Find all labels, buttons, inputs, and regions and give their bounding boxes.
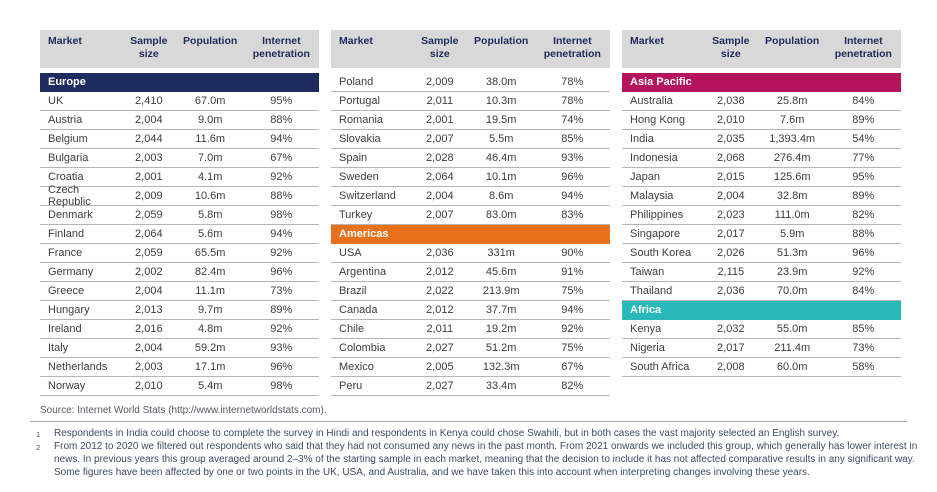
internet-penetration-cell: 95%	[852, 171, 875, 183]
population-cell: 32.8m	[776, 190, 808, 202]
table-row	[40, 320, 319, 339]
population-cell: 9.0m	[197, 114, 223, 126]
population-cell: 60.0m	[776, 361, 808, 373]
table-body	[331, 73, 610, 396]
market-cell: Chile	[339, 323, 365, 335]
population-cell: 1,393.4m	[769, 133, 816, 145]
sample-size-cell: 2,004	[426, 190, 454, 202]
sample-size-cell: 2,028	[426, 152, 454, 164]
internet-penetration-cell: 88%	[852, 228, 875, 240]
internet-penetration-cell: 88%	[270, 190, 293, 202]
population-cell: 65.5m	[194, 247, 226, 259]
population-cell: 8.6m	[488, 190, 514, 202]
column-header-market: Market	[630, 35, 664, 47]
column-header-internet: Internet penetration	[543, 35, 601, 60]
market-cell: UK	[48, 95, 64, 107]
source-line: Source: Internet World Stats (http://www.internetworldstats.com).	[40, 405, 327, 416]
sample-size-cell: 2,032	[717, 323, 745, 335]
market-cell: Netherlands	[48, 361, 108, 373]
market-cell: Greece	[48, 285, 85, 297]
market-cell: Spain	[339, 152, 368, 164]
internet-penetration-cell: 78%	[561, 95, 584, 107]
sample-size-cell: 2,022	[426, 285, 454, 297]
column-header-sample: Sample size	[421, 35, 459, 60]
internet-penetration-cell: 84%	[852, 285, 875, 297]
sample-size-cell: 2,011	[426, 95, 454, 107]
internet-penetration-cell: 96%	[270, 266, 293, 278]
market-cell: Mexico	[339, 361, 374, 373]
table-row	[40, 358, 319, 377]
market-cell: South Africa	[630, 361, 690, 373]
internet-penetration-cell: 88%	[270, 114, 293, 126]
table-row	[331, 339, 610, 358]
table-row	[331, 263, 610, 282]
population-cell: 132.3m	[482, 361, 520, 373]
population-cell: 5.8m	[197, 209, 223, 221]
market-cell: Argentina	[339, 266, 387, 278]
table-row	[331, 206, 610, 225]
sample-size-cell: 2,003	[135, 152, 163, 164]
table-row	[622, 130, 901, 149]
sample-size-cell: 2,004	[135, 342, 163, 354]
sample-size-cell: 2,017	[717, 228, 745, 240]
internet-penetration-cell: 94%	[270, 133, 293, 145]
market-cell: Turkey	[339, 209, 373, 221]
population-cell: 125.6m	[773, 171, 811, 183]
sample-size-cell: 2,027	[426, 342, 454, 354]
table-row	[331, 73, 610, 92]
internet-penetration-cell: 82%	[561, 380, 584, 392]
table-header-row	[622, 30, 901, 68]
internet-penetration-cell: 96%	[270, 361, 293, 373]
market-cell: Canada	[339, 304, 378, 316]
population-cell: 5.4m	[197, 380, 223, 392]
sample-size-cell: 2,001	[135, 171, 163, 183]
column-header-internet: Internet penetration	[252, 35, 310, 60]
internet-penetration-cell: 93%	[270, 342, 293, 354]
table-row	[40, 149, 319, 168]
population-cell: 51.2m	[485, 342, 517, 354]
population-cell: 7.0m	[197, 152, 223, 164]
sample-size-cell: 2,005	[426, 361, 454, 373]
table-row	[622, 187, 901, 206]
market-cell: Malaysia	[630, 190, 674, 202]
table-row	[40, 225, 319, 244]
sample-size-cell: 2,115	[717, 266, 745, 278]
table-row	[331, 187, 610, 206]
table-header-row	[331, 30, 610, 68]
market-cell: Peru	[339, 380, 363, 392]
table-row	[622, 206, 901, 225]
sample-size-cell: 2,044	[135, 133, 163, 145]
internet-penetration-cell: 93%	[561, 152, 584, 164]
column-header-population: Population	[765, 35, 820, 47]
internet-penetration-cell: 75%	[561, 285, 584, 297]
internet-penetration-cell: 95%	[270, 95, 293, 107]
population-cell: 23.9m	[776, 266, 808, 278]
internet-penetration-cell: 85%	[852, 323, 875, 335]
internet-penetration-cell: 54%	[852, 133, 875, 145]
section-band-asia_pacific: Asia Pacific	[622, 73, 901, 92]
sample-size-cell: 2,002	[135, 266, 163, 278]
sample-size-cell: 2,035	[717, 133, 745, 145]
sample-size-cell: 2,001	[426, 114, 454, 126]
internet-penetration-cell: 94%	[561, 304, 584, 316]
table-row	[331, 168, 610, 187]
footnote-text: Respondents in India could choose to complete the survey in Hindi and respondents in Kenya could chose Swahili, but in both cases the vast majority selected an English survey.	[54, 428, 840, 439]
table-row	[331, 130, 610, 149]
internet-penetration-cell: 73%	[852, 342, 875, 354]
market-cell: Denmark	[48, 209, 93, 221]
sample-size-cell: 2,010	[135, 380, 163, 392]
internet-penetration-cell: 75%	[561, 342, 584, 354]
market-cell: Hungary	[48, 304, 90, 316]
market-cell: Sweden	[339, 171, 379, 183]
market-cell: Slovakia	[339, 133, 381, 145]
table-row	[40, 111, 319, 130]
market-table-3	[622, 30, 901, 396]
market-cell: Kenya	[630, 323, 662, 335]
population-cell: 11.6m	[195, 133, 226, 145]
sample-size-cell: 2,004	[717, 190, 745, 202]
population-cell: 46.4m	[485, 152, 517, 164]
population-cell: 331m	[487, 247, 515, 259]
sample-size-cell: 2,013	[135, 304, 163, 316]
column-header-market: Market	[339, 35, 373, 47]
table-row	[622, 320, 901, 339]
table-row	[331, 92, 610, 111]
market-cell: Bulgaria	[48, 152, 89, 164]
market-cell: Italy	[48, 342, 69, 354]
population-cell: 4.8m	[197, 323, 223, 335]
table-row	[331, 320, 610, 339]
section-band-americas: Americas	[331, 225, 610, 244]
market-cell: USA	[339, 247, 362, 259]
population-cell: 67.0m	[194, 95, 226, 107]
population-cell: 83.0m	[485, 209, 517, 221]
table-header-row	[40, 30, 319, 68]
table-body	[40, 73, 319, 396]
table-body	[622, 73, 901, 377]
column-header-population: Population	[474, 35, 529, 47]
internet-penetration-cell: 73%	[270, 285, 293, 297]
column-header-market: Market	[48, 35, 82, 47]
table-row	[331, 358, 610, 377]
internet-penetration-cell: 67%	[561, 361, 584, 373]
table-row	[622, 282, 901, 301]
market-cell: Germany	[48, 266, 94, 278]
table-row	[40, 301, 319, 320]
population-cell: 55.0m	[776, 323, 808, 335]
sample-size-cell: 2,036	[717, 285, 745, 297]
footnote-marker: 2	[36, 443, 41, 452]
table-row	[622, 358, 901, 377]
sample-size-cell: 2,036	[426, 247, 454, 259]
internet-penetration-cell: 58%	[852, 361, 875, 373]
population-cell: 17.1m	[194, 361, 226, 373]
table-row	[622, 92, 901, 111]
market-cell: Colombia	[339, 342, 386, 354]
table-row	[331, 111, 610, 130]
population-cell: 33.4m	[485, 380, 517, 392]
internet-penetration-cell: 92%	[852, 266, 875, 278]
table-row	[40, 130, 319, 149]
market-cell: Portugal	[339, 95, 380, 107]
internet-penetration-cell: 89%	[852, 114, 875, 126]
sample-size-cell: 2,038	[717, 95, 745, 107]
population-cell: 51.3m	[776, 247, 808, 259]
table-row	[40, 339, 319, 358]
market-cell: Brazil	[339, 285, 367, 297]
table-row	[622, 168, 901, 187]
sample-size-cell: 2,015	[717, 171, 745, 183]
market-cell: Japan	[630, 171, 660, 183]
population-cell: 111.0m	[774, 209, 810, 221]
sample-size-cell: 2,017	[717, 342, 745, 354]
internet-penetration-cell: 84%	[852, 95, 875, 107]
table-row	[331, 282, 610, 301]
table-row	[622, 149, 901, 168]
table-row	[40, 184, 319, 208]
footnotes	[30, 427, 921, 479]
population-cell: 10.1m	[485, 171, 517, 183]
sample-size-cell: 2,007	[426, 133, 454, 145]
population-cell: 5.9m	[779, 228, 805, 240]
market-cell: Romania	[339, 114, 384, 126]
sample-size-cell: 2,059	[135, 209, 163, 221]
sample-size-cell: 2,059	[135, 247, 163, 259]
internet-penetration-cell: 85%	[561, 133, 584, 145]
population-cell: 70.0m	[776, 285, 808, 297]
internet-penetration-cell: 83%	[561, 209, 584, 221]
sample-size-cell: 2,009	[426, 76, 454, 88]
market-cell: Indonesia	[630, 152, 678, 164]
market-table-1	[40, 30, 319, 396]
sample-size-cell: 2,004	[135, 285, 163, 297]
internet-penetration-cell: 96%	[561, 171, 584, 183]
sample-size-cell: 2,008	[717, 361, 745, 373]
table-row	[622, 339, 901, 358]
footnote	[30, 427, 921, 440]
market-cell: Austria	[48, 114, 83, 126]
footnote	[30, 440, 921, 479]
sample-size-cell: 2,011	[426, 323, 454, 335]
footer-divider	[30, 421, 907, 422]
sample-size-cell: 2,064	[426, 171, 454, 183]
column-header-population: Population	[183, 35, 238, 47]
population-cell: 5.5m	[488, 133, 514, 145]
population-cell: 10.3m	[485, 95, 517, 107]
internet-penetration-cell: 94%	[561, 190, 584, 202]
market-cell: Hong Kong	[630, 114, 686, 126]
population-cell: 5.6m	[197, 228, 223, 240]
market-cell: Poland	[339, 76, 374, 88]
population-cell: 10.6m	[194, 190, 226, 202]
internet-penetration-cell: 67%	[270, 152, 293, 164]
internet-penetration-cell: 94%	[270, 228, 293, 240]
internet-penetration-cell: 91%	[561, 266, 584, 278]
column-header-sample: Sample size	[130, 35, 168, 60]
table-row	[622, 263, 901, 282]
table-row	[40, 377, 319, 396]
footnote-text: From 2012 to 2020 we filtered out respondents who said that they had not consumed any news in the past month. From 2021 onwards we included this group, which generally has lower interest in news. In previous years this group averaged around 2–3% of the starting sample in each market, meaning that the decision to include it has not affected comparative results in any significant way. Some figures have been affected by one or two points in the UK, USA, and Australia, and we have taken this into account when interpreting changes involving these years.	[54, 441, 918, 478]
sample-size-cell: 2,026	[717, 247, 745, 259]
sample-size-cell: 2,012	[426, 266, 454, 278]
sample-size-cell: 2,003	[135, 361, 163, 373]
sample-size-cell: 2,027	[426, 380, 454, 392]
internet-penetration-cell: 92%	[270, 323, 293, 335]
column-header-internet: Internet penetration	[834, 35, 892, 60]
market-cell: Czech Republic	[48, 184, 91, 208]
market-cell: South Korea	[630, 247, 692, 259]
market-cell: Taiwan	[630, 266, 665, 278]
sample-size-cell: 2,012	[426, 304, 454, 316]
section-band-europe: Europe	[40, 73, 319, 92]
population-cell: 25.8m	[776, 95, 808, 107]
population-cell: 59.2m	[194, 342, 226, 354]
table-row	[331, 301, 610, 320]
sample-size-cell: 2,023	[717, 209, 745, 221]
footnote-marker: 1	[36, 430, 41, 439]
column-header-sample: Sample size	[712, 35, 750, 60]
internet-penetration-cell: 78%	[561, 76, 584, 88]
table-row	[40, 92, 319, 111]
table-row	[40, 244, 319, 263]
market-cell: India	[630, 133, 654, 145]
table-row	[622, 244, 901, 263]
table-row	[40, 206, 319, 225]
market-cell: Finland	[48, 228, 85, 240]
table-row	[331, 149, 610, 168]
internet-penetration-cell: 77%	[852, 152, 875, 164]
internet-penetration-cell: 98%	[270, 209, 293, 221]
internet-penetration-cell: 92%	[561, 323, 584, 335]
market-cell: Croatia	[48, 171, 84, 183]
population-cell: 4.1m	[197, 171, 223, 183]
internet-penetration-cell: 74%	[561, 114, 584, 126]
internet-penetration-cell: 82%	[852, 209, 875, 221]
population-cell: 213.9m	[482, 285, 520, 297]
internet-penetration-cell: 89%	[852, 190, 875, 202]
internet-penetration-cell: 98%	[270, 380, 293, 392]
table-row	[622, 111, 901, 130]
market-cell: Nigeria	[630, 342, 665, 354]
population-cell: 7.6m	[779, 114, 805, 126]
sample-size-cell: 2,068	[717, 152, 745, 164]
market-cell: Ireland	[48, 323, 82, 335]
market-cell: Australia	[630, 95, 673, 107]
market-cell: Singapore	[630, 228, 681, 240]
sample-size-cell: 2,007	[426, 209, 454, 221]
population-cell: 276.4m	[773, 152, 811, 164]
population-cell: 38.0m	[485, 76, 517, 88]
population-cell: 9.7m	[197, 304, 223, 316]
market-cell: Thailand	[630, 285, 673, 297]
population-cell: 19.2m	[485, 323, 517, 335]
internet-penetration-cell: 96%	[852, 247, 875, 259]
internet-penetration-cell: 89%	[270, 304, 293, 316]
section-band-africa: Africa	[622, 301, 901, 320]
table-row	[331, 377, 610, 396]
market-cell: France	[48, 247, 83, 259]
population-cell: 82.4m	[194, 266, 226, 278]
market-cell: Switzerland	[339, 190, 396, 202]
market-cell: Philippines	[630, 209, 684, 221]
table-row	[40, 263, 319, 282]
table-row	[40, 282, 319, 301]
sample-size-cell: 2,010	[717, 114, 745, 126]
sample-size-cell: 2,410	[135, 95, 163, 107]
market-table-2	[331, 30, 610, 396]
table-row	[331, 244, 610, 263]
population-cell: 211.4m	[774, 342, 811, 354]
population-cell: 19.5m	[485, 114, 517, 126]
sample-size-cell: 2,064	[135, 228, 163, 240]
population-cell: 37.7m	[485, 304, 517, 316]
internet-penetration-cell: 92%	[270, 171, 293, 183]
market-cell: Belgium	[48, 133, 88, 145]
internet-penetration-cell: 92%	[270, 247, 293, 259]
population-cell: 11.1m	[195, 285, 226, 297]
population-cell: 45.6m	[485, 266, 517, 278]
sample-size-cell: 2,009	[135, 190, 163, 202]
sample-size-cell: 2,004	[135, 114, 163, 126]
internet-penetration-cell: 90%	[561, 247, 584, 259]
table-row	[622, 225, 901, 244]
market-cell: Norway	[48, 380, 86, 392]
sample-size-cell: 2,016	[135, 323, 163, 335]
